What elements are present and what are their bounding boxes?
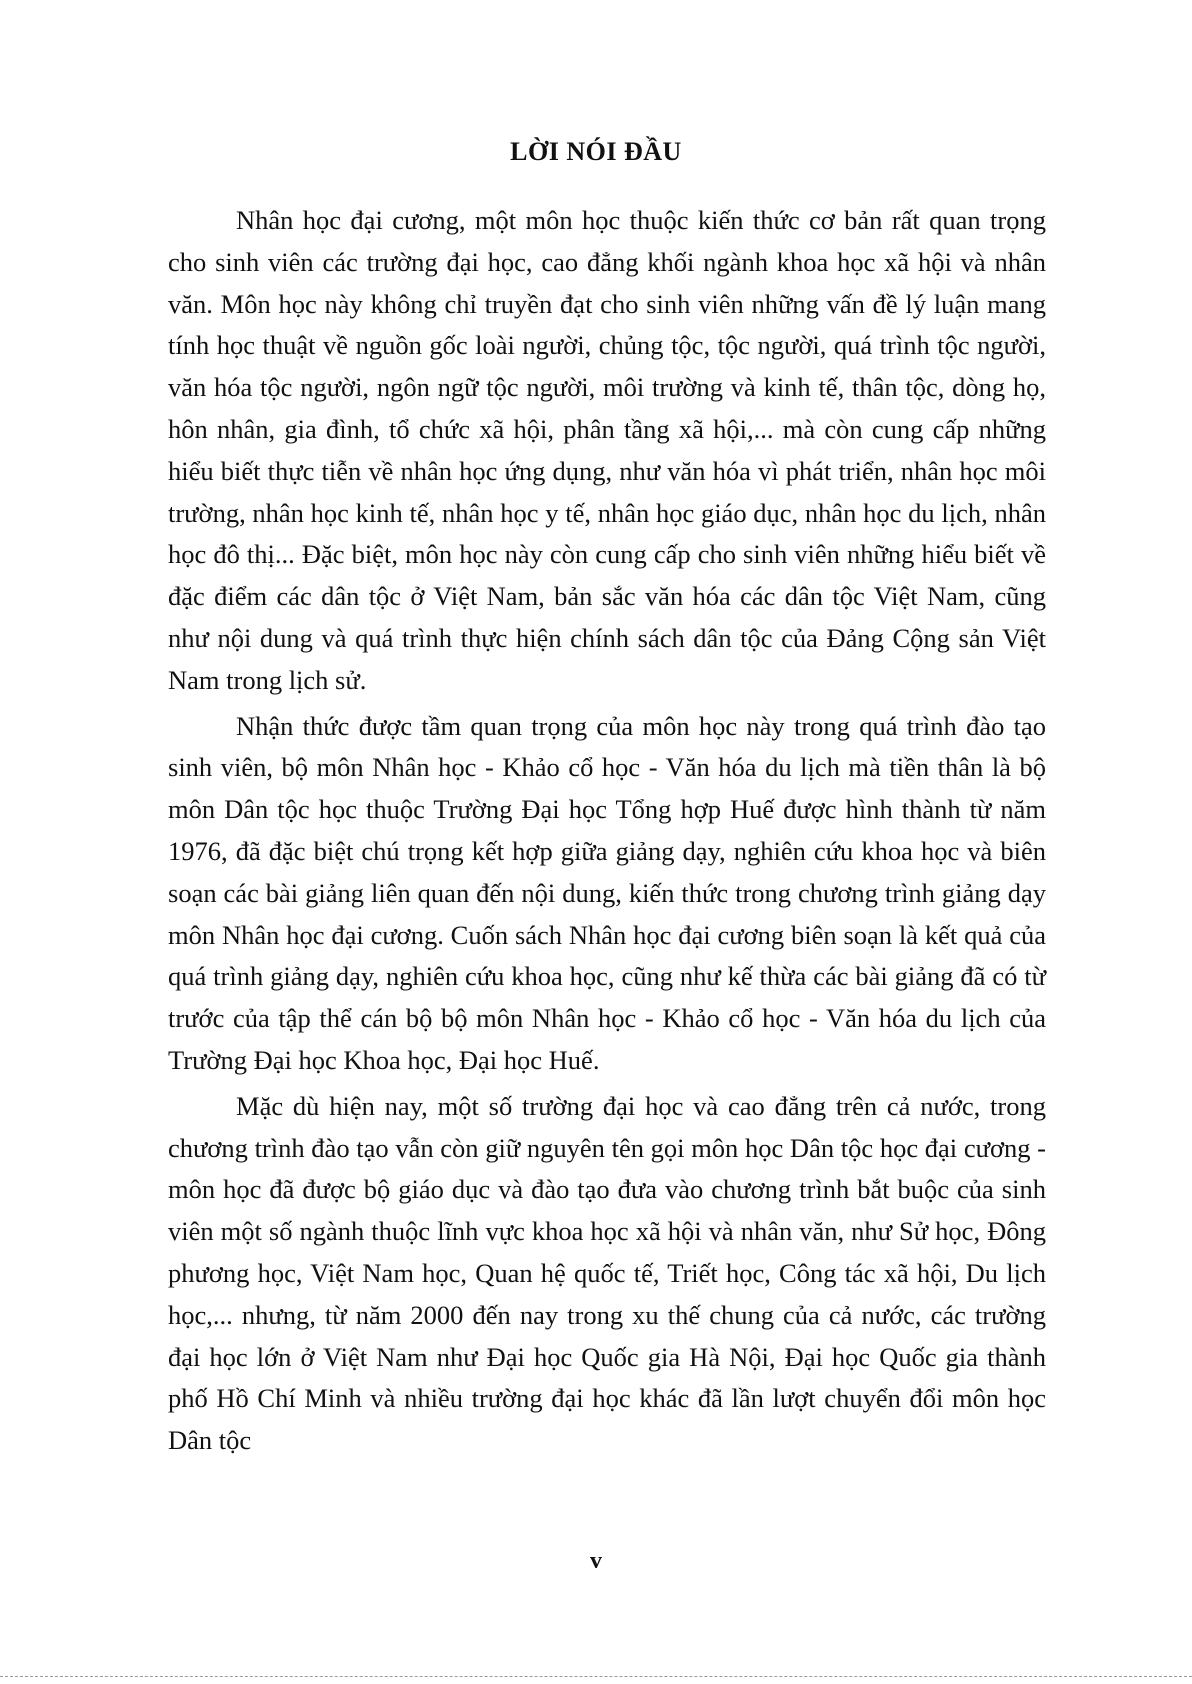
body-text [168,200,1046,1462]
bottom-rule [0,1676,1192,1677]
paragraph-2: Nhận thức được tầm quan trọng của môn học này trong quá trình đào tạo sinh viên, bộ môn Nhân học - Khảo cổ học - Văn hóa du lịch mà tiền thân là bộ môn Dân tộc học thuộc Trường Đại học Tổng hợp Huế được hình thành từ năm 1976, đã đặc biệt chú trọng kết hợp giữa giảng dạy, nghiên cứu khoa học và biên soạn các bài giảng liên quan đến nội dung, kiến thức trong chương trình giảng dạy môn Nhân học đại cương. Cuốn sách Nhân học đại cương biên soạn là kết quả của quá trình giảng dạy, nghiên cứu khoa học, cũng như kế thừa các bài giảng đã có từ trước của tập thể cán bộ bộ môn Nhân học - Khảo cổ học - Văn hóa du lịch của Trường Đại học Khoa học, Đại học Huế. [168,710,1046,1075]
page-title: LỜI NÓI ĐẦU [510,137,682,166]
paragraph-1: Nhân học đại cương, một môn học thuộc kiến thức cơ bản rất quan trọng cho sinh viên các trường đại học, cao đẳng khối ngành khoa học xã hội và nhân văn. Môn học này không chỉ truyền đạt cho sinh viên những vấn đề lý luận mang tính học thuật về nguồn gốc loài người, chủng tộc, tộc người, quá trình tộc người, văn hóa tộc người, ngôn ngữ tộc người, môi trường và kinh tế, thân tộc, dòng họ, hôn nhân, gia đình, tổ chức xã hội, phân tầng xã hội,... mà còn cung cấp những hiểu biết thực tiễn về nhân học ứng dụng, như văn hóa vì phát triển, nhân học môi trường, nhân học kinh tế, nhân học y tế, nhân học giáo dục, nhân học du lịch, nhân học đô thị... Đặc biệt, môn học này còn cung cấp cho sinh viên những hiểu biết về đặc điểm các dân tộc ở Việt Nam, bản sắc văn hóa các dân tộc Việt Nam, cũng như nội dung và quá trình thực hiện chính sách dân tộc của Đảng Cộng sản Việt Nam trong lịch sử. [168,205,1046,695]
page-number: v [590,1548,602,1574]
paragraph-3: Mặc dù hiện nay, một số trường đại học và cao đẳng trên cả nước, trong chương trình đào tạo vẫn còn giữ nguyên tên gọi môn học Dân tộc học đại cương - môn học đã được bộ giáo dục và đào tạo đưa vào chương trình bắt buộc của sinh viên một số ngành thuộc lĩnh vực khoa học xã hội và nhân văn, như Sử học, Đông phương học, Việt Nam học, Quan hệ quốc tế, Triết học, Công tác xã hội, Du lịch học,... nhưng, từ năm 2000 đến nay trong xu thế chung của cả nước, các trường đại học lớn ở Việt Nam như Đại học Quốc gia Hà Nội, Đại học Quốc gia thành phố Hồ Chí Minh và nhiều trường đại học khác đã lần lượt chuyển đổi môn học Dân tộc [168,1090,1046,1456]
